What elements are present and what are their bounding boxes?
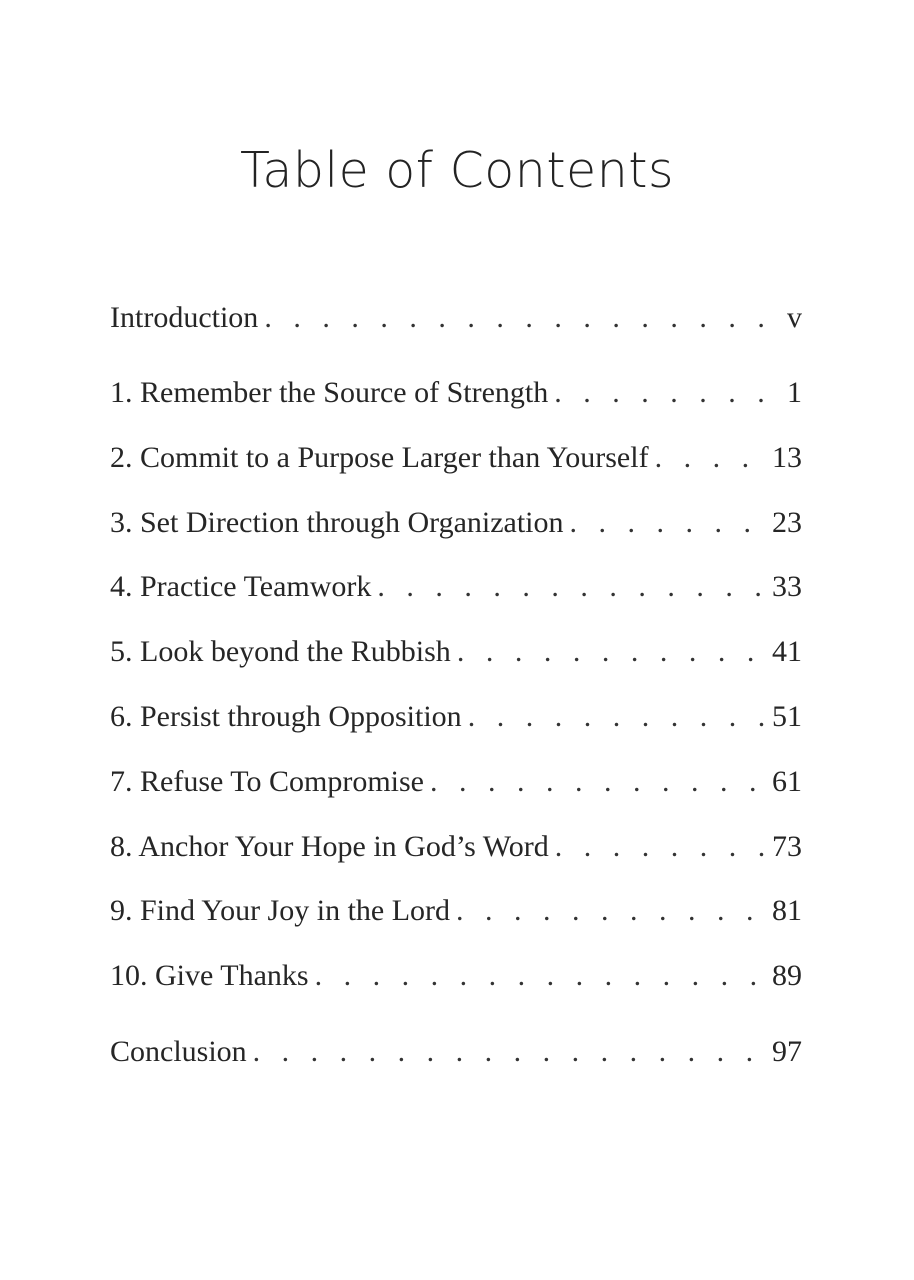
toc-entry-label: 9. Find Your Joy in the Lord xyxy=(110,894,451,927)
toc-entry-chapter-1[interactable] xyxy=(110,373,802,413)
toc-entry-page: 23 xyxy=(772,506,802,539)
dot-leader xyxy=(451,632,772,672)
toc-entry-page: 89 xyxy=(772,959,802,992)
toc-entry-page: 33 xyxy=(772,570,802,603)
toc-entry-page: v xyxy=(787,301,802,334)
toc-entry-label: Conclusion xyxy=(110,1035,247,1068)
dot-leader xyxy=(462,697,772,737)
page-title: Table of Contents xyxy=(240,142,674,199)
toc-entry-chapter-2[interactable] xyxy=(110,438,802,478)
toc-entry-label: 5. Look beyond the Rubbish xyxy=(110,635,451,668)
dot-leader xyxy=(564,503,772,543)
dot-leader xyxy=(649,438,772,478)
toc-entry-label: 6. Persist through Opposition xyxy=(110,700,462,733)
dot-leader xyxy=(258,298,787,338)
dot-leader xyxy=(424,762,772,802)
toc-entry-label: 7. Refuse To Compromise xyxy=(110,765,424,798)
toc-entry-chapter-5[interactable] xyxy=(110,632,802,672)
toc-entry-page: 73 xyxy=(772,830,802,863)
dot-leader xyxy=(309,956,772,996)
toc-entry-page: 1 xyxy=(787,376,802,409)
toc-entry-chapter-10[interactable] xyxy=(110,956,802,996)
toc-entry-conclusion[interactable] xyxy=(110,1032,802,1072)
dot-leader xyxy=(549,827,772,867)
toc-entry-introduction[interactable] xyxy=(110,298,802,338)
toc-entry-label: 8. Anchor Your Hope in God’s Word xyxy=(110,830,549,863)
toc-list xyxy=(110,0,802,1280)
toc-entry-chapter-9[interactable] xyxy=(110,891,802,931)
toc-entry-page: 61 xyxy=(772,765,802,798)
toc-entry-page: 13 xyxy=(772,441,802,474)
toc-entry-label: Introduction xyxy=(110,301,259,334)
toc-entry-label: 2. Commit to a Purpose Larger than Yourself xyxy=(110,441,649,474)
dot-leader xyxy=(450,891,772,931)
toc-entry-label: 4. Practice Teamwork xyxy=(110,570,372,603)
toc-entry-page: 41 xyxy=(772,635,802,668)
toc-entry-page: 81 xyxy=(772,894,802,927)
toc-entry-chapter-3[interactable] xyxy=(110,503,802,543)
toc-entry-chapter-4[interactable] xyxy=(110,567,802,607)
toc-entry-page: 97 xyxy=(772,1035,802,1068)
dot-leader xyxy=(548,373,787,413)
dot-leader xyxy=(247,1032,772,1072)
toc-entry-label: 10. Give Thanks xyxy=(110,959,309,992)
dot-leader xyxy=(371,567,772,607)
toc-entry-chapter-7[interactable] xyxy=(110,762,802,802)
toc-entry-label: 3. Set Direction through Organization xyxy=(110,506,564,539)
toc-entry-label: 1. Remember the Source of Strength xyxy=(110,376,549,409)
toc-entry-chapter-8[interactable] xyxy=(110,827,802,867)
toc-entry-chapter-6[interactable] xyxy=(110,697,802,737)
toc-entry-page: 51 xyxy=(772,700,802,733)
